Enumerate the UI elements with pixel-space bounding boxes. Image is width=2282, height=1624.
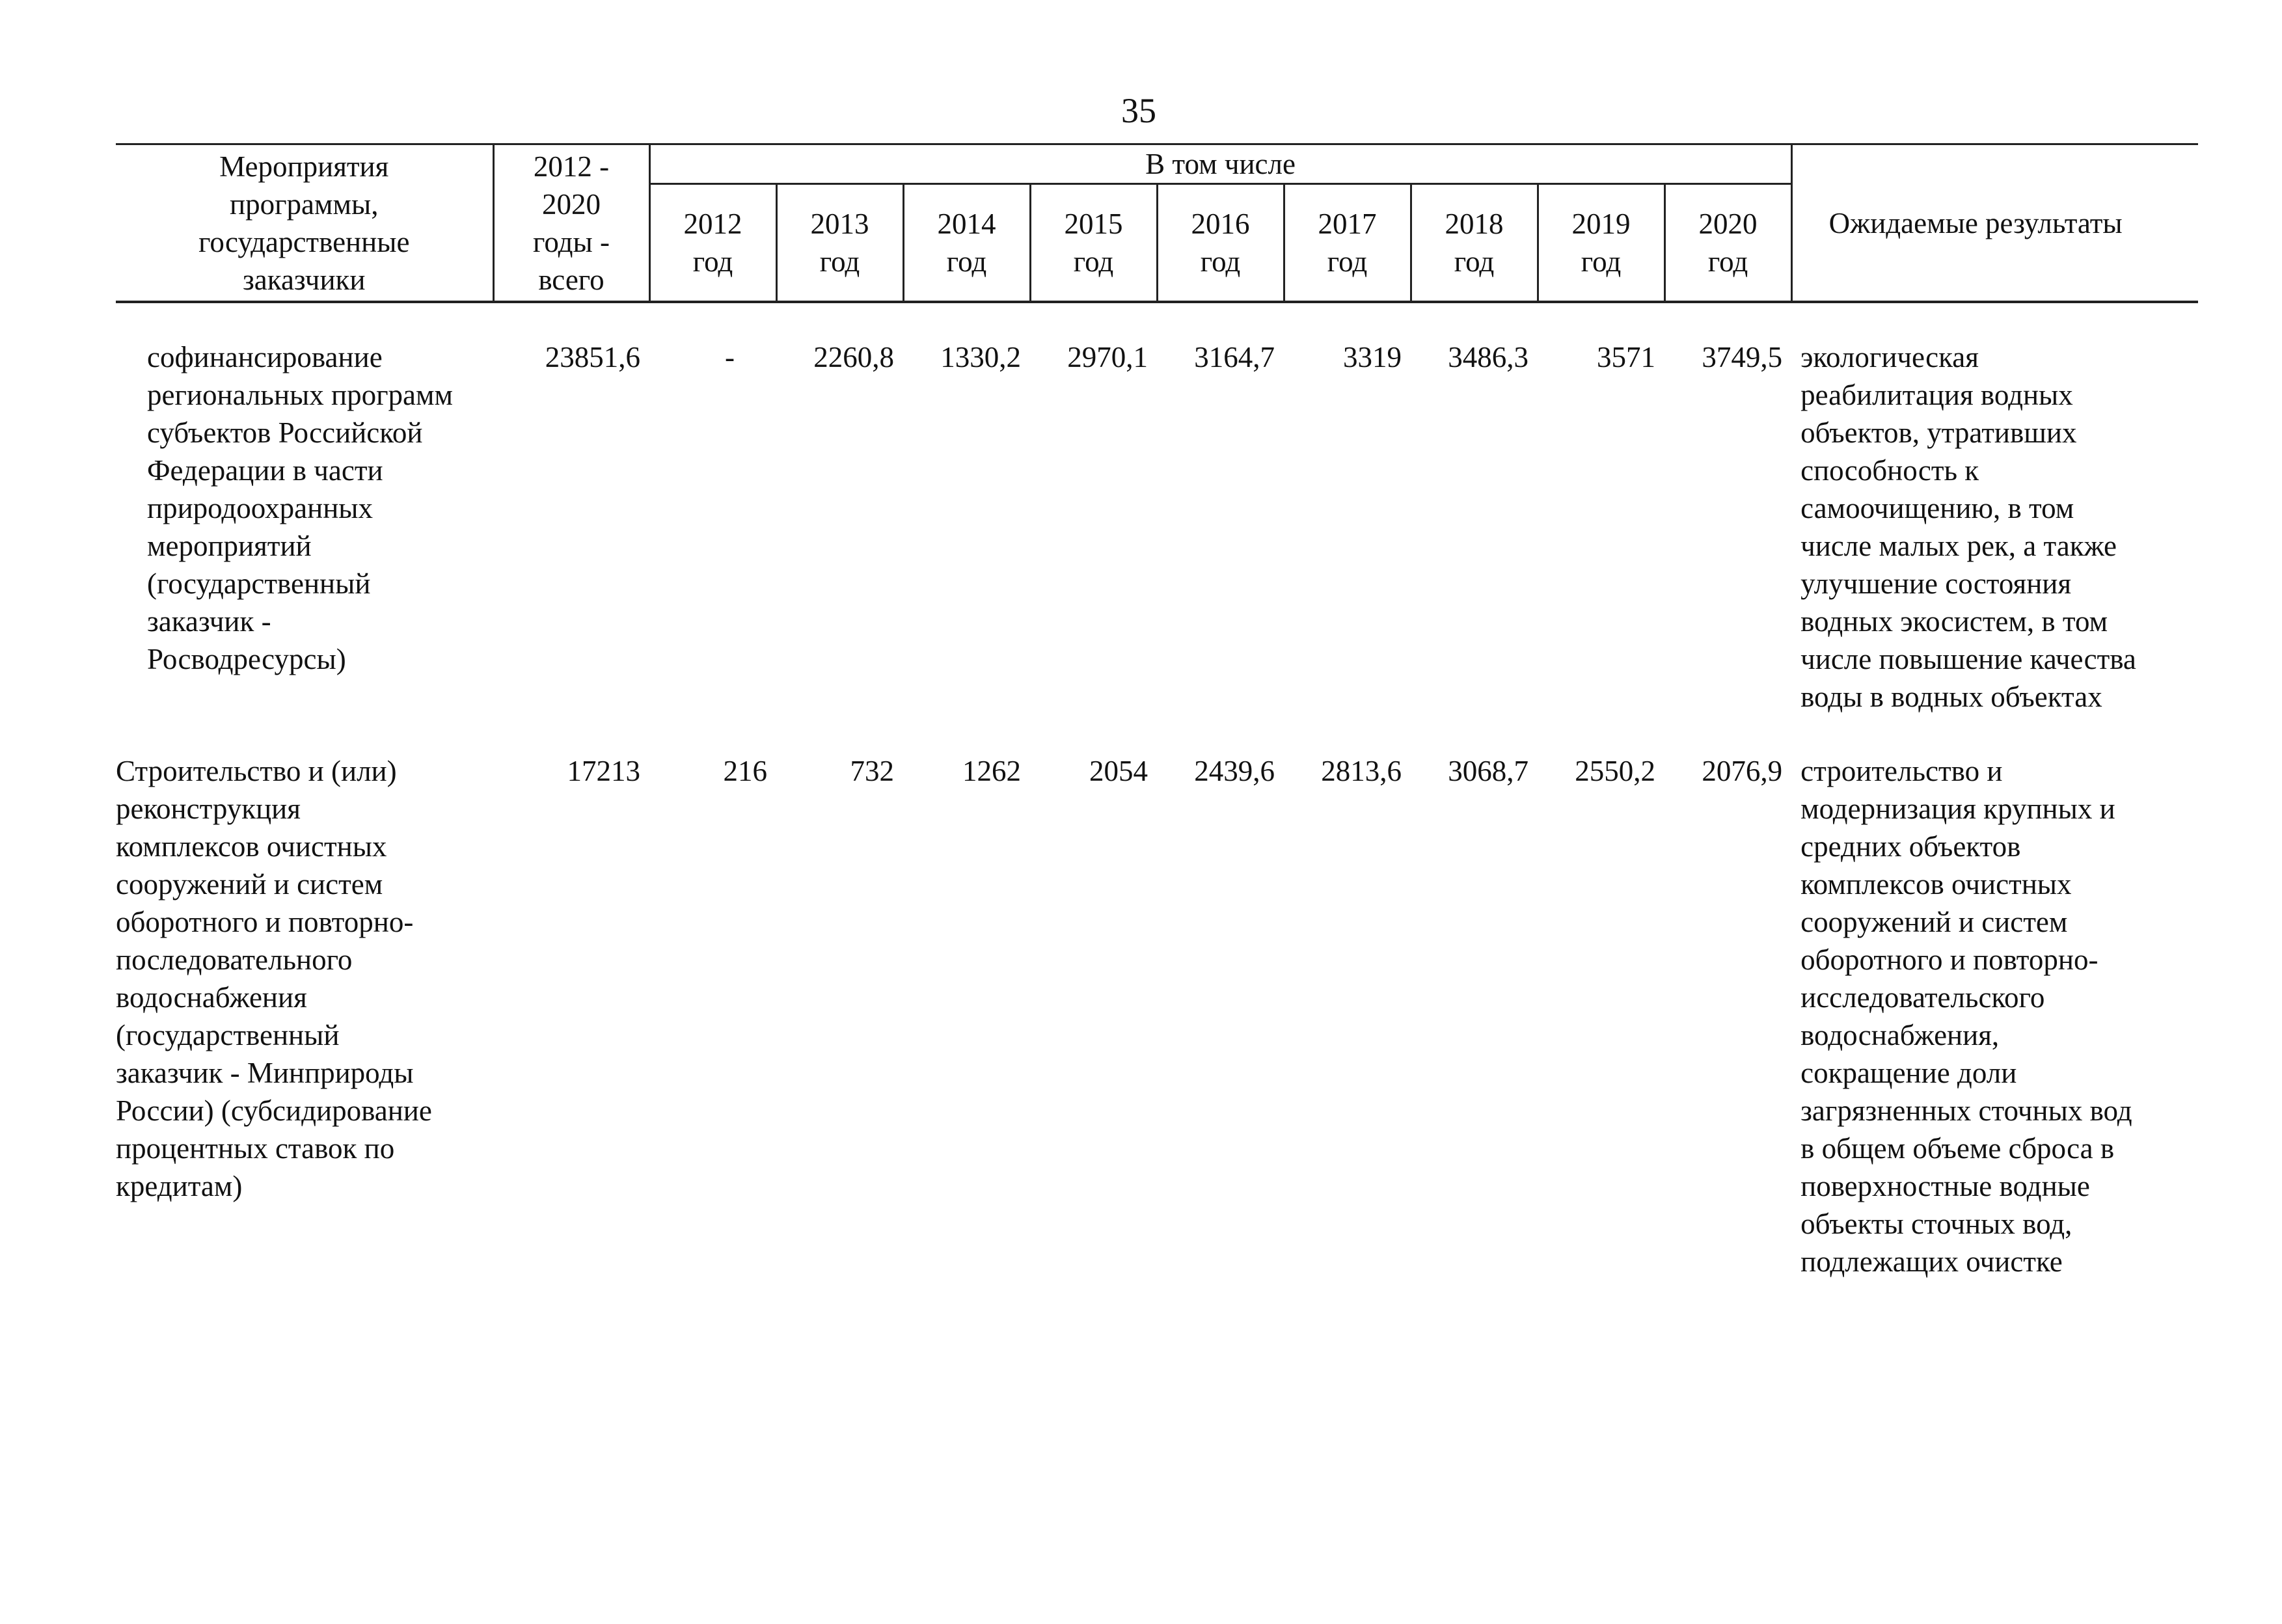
row-year-2018: 3068,7 bbox=[1448, 755, 1528, 787]
row-year-2019: 2550,2 bbox=[1575, 755, 1655, 787]
header-year-2013: 2013 год bbox=[776, 184, 903, 303]
header-year-2015: 2015 год bbox=[1030, 184, 1157, 303]
header-year-2014: 2014 год bbox=[903, 184, 1030, 303]
row-year-2015: 2970,1 bbox=[1067, 341, 1148, 373]
header-year-2020: 2020 год bbox=[1664, 184, 1791, 303]
row-expected-result: строительство и модернизация крупных и средних объектов комплексов очистных сооружений и систем оборотного и повторно- исследовательского водоснабжения, сокращение доли загрязненных сточных вод в общем объеме сброса в поверхностные водные объекты сточных вод, подлежащих очистке bbox=[1800, 755, 2132, 1278]
table-header bbox=[116, 144, 2198, 303]
page-number: 35 bbox=[1121, 91, 1156, 130]
row-year-2014: 1262 bbox=[962, 755, 1021, 787]
header-year-2017: 2017 год bbox=[1284, 184, 1411, 303]
row-year-2012: - bbox=[725, 341, 735, 373]
row-expected-result: экологическая реабилитация водных объектов, утративших способность к самоочищению, в том числе малых рек, а также улучшение состояния водных экосистем, в том числе повышение качества воды в водных объектах bbox=[1800, 341, 2136, 713]
row-year-2013: 732 bbox=[850, 755, 894, 787]
row-year-2019: 3571 bbox=[1597, 341, 1655, 373]
header-expected-results: Ожидаемые результаты bbox=[1791, 144, 2198, 303]
table-row bbox=[116, 338, 2198, 716]
row-total: 17213 bbox=[567, 755, 640, 787]
row-year-2015: 2054 bbox=[1089, 755, 1148, 787]
row-year-2012: 216 bbox=[723, 755, 767, 787]
row-measure: софинансирование региональных программ субъектов Российской Федерации в части природоохранных мероприятий (государственный заказчик - Росводресурсы) bbox=[147, 341, 453, 675]
table-row bbox=[116, 752, 2198, 1280]
header-total: 2012 - 2020 годы - всего bbox=[493, 144, 649, 303]
header-year-2012: 2012 год bbox=[649, 184, 776, 303]
header-measures: Мероприятия программы, государственные заказчики bbox=[116, 144, 493, 303]
header-year-2018: 2018 год bbox=[1411, 184, 1538, 303]
header-year-2019: 2019 год bbox=[1538, 184, 1664, 303]
row-year-2016: 2439,6 bbox=[1194, 755, 1275, 787]
row-year-2014: 1330,2 bbox=[940, 341, 1021, 373]
header-year-2016: 2016 год bbox=[1157, 184, 1284, 303]
row-year-2016: 3164,7 bbox=[1194, 341, 1275, 373]
row-year-2020: 3749,5 bbox=[1702, 341, 1783, 373]
row-year-2017: 2813,6 bbox=[1321, 755, 1402, 787]
row-year-2020: 2076,9 bbox=[1702, 755, 1783, 787]
row-measure: Строительство и (или) реконструкция комплексов очистных сооружений и систем оборотного и повторно- последовательного водоснабжения (государственный заказчик - Минприроды России) (субсидирование процентных ставок по кредитам) bbox=[116, 755, 432, 1202]
row-year-2013: 2260,8 bbox=[813, 341, 894, 373]
program-measures-table bbox=[116, 143, 2198, 1280]
header-in-total: В том числе bbox=[649, 144, 1791, 184]
row-year-2018: 3486,3 bbox=[1448, 341, 1528, 373]
row-year-2017: 3319 bbox=[1343, 341, 1402, 373]
row-total: 23851,6 bbox=[545, 341, 640, 373]
